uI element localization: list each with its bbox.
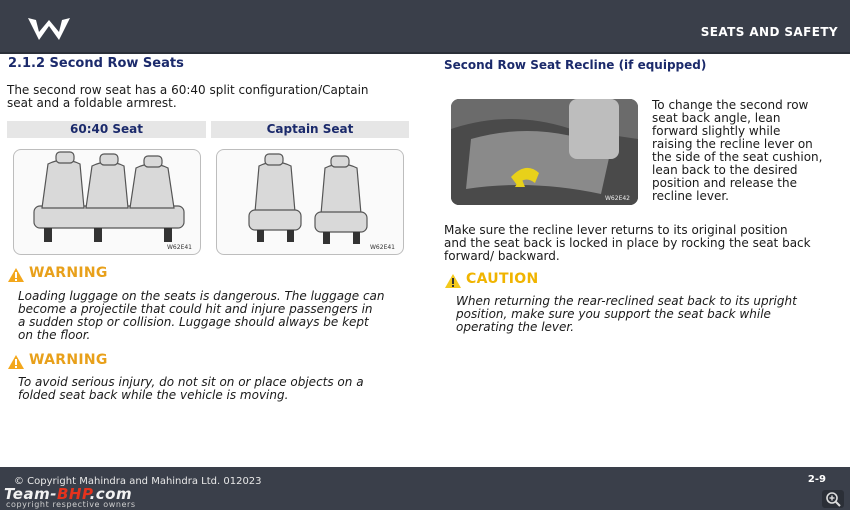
image-code: W62E42 <box>605 195 630 202</box>
zoom-in-button[interactable] <box>822 490 844 508</box>
warning-1-text: Loading luggage on the seats is dangerous. The luggage can become a projectile that could hit and injure passengers in a sudden stop or collision. Luggage should always be kept on the floor. <box>18 289 385 342</box>
recline-steps-text: To change the second row seat back angle, lean forward slightly while raising the recline lever on the side of the seat cushion, lean back to the desired position and release the recline lever. <box>652 98 823 203</box>
recline-section-title: Second Row Seat Recline (if equipped) <box>444 58 707 72</box>
page-footer <box>0 467 850 510</box>
section-title: 2.1.2 Second Row Seats <box>8 56 184 71</box>
watermark-subtitle: copyright respective owners <box>6 500 136 509</box>
bench-seat-illustration <box>14 150 200 254</box>
table-header-6040: 60:40 Seat <box>7 121 206 138</box>
warning-icon <box>7 267 25 283</box>
brand-logo-icon <box>26 14 72 46</box>
intro-text: The second row seat has a 60:40 split configuration/Captain seat and a foldable armrest. <box>7 83 369 110</box>
watermark: Team-BHP.com <box>4 485 133 503</box>
table-header-captain: Captain Seat <box>211 121 409 138</box>
image-code: W62E41 <box>370 244 395 251</box>
bench-seat-image <box>13 149 201 255</box>
warning-2-text: To avoid serious injury, do not sit on or place objects on a folded seat back while the vehicle is moving. <box>18 375 364 402</box>
captain-seat-illustration <box>217 150 403 254</box>
zoom-in-icon <box>822 490 844 508</box>
caution-icon <box>444 273 462 289</box>
captain-seat-image <box>216 149 404 255</box>
section-header-title: SEATS AND SAFETY <box>700 25 838 39</box>
recline-lever-illustration <box>451 99 638 205</box>
recline-note-text: Make sure the recline lever returns to its original position and the seat back is locked in place by rocking the seat back forward/ backward. <box>444 223 811 263</box>
header-divider <box>0 52 850 54</box>
warning-icon <box>7 354 25 370</box>
recline-lever-photo <box>451 99 638 205</box>
caution-label: CAUTION <box>466 271 539 287</box>
page-number: 2-9 <box>807 474 826 485</box>
warning-label: WARNING <box>29 352 108 368</box>
image-code: W62E41 <box>167 244 192 251</box>
warning-label: WARNING <box>29 265 108 281</box>
copyright-text: © Copyright Mahindra and Mahindra Ltd. 012023 <box>14 476 262 487</box>
page-header <box>0 0 850 52</box>
caution-text: When returning the rear-reclined seat back to its upright position, make sure you support the seat back while operating the lever. <box>456 294 797 334</box>
